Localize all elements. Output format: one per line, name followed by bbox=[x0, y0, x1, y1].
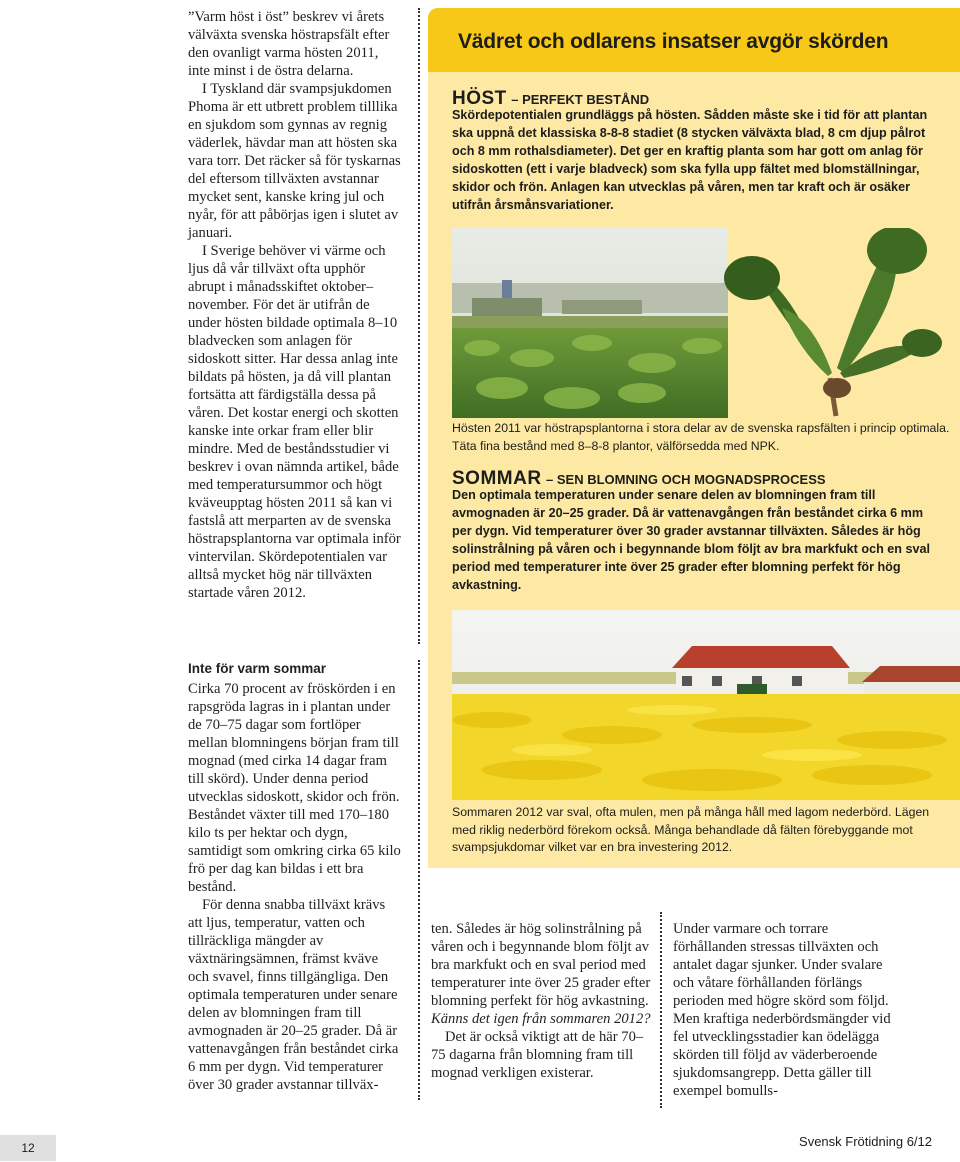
info-panel bbox=[428, 8, 960, 868]
caption-summer: Sommaren 2012 var sval, ofta mulen, men på många håll med lagom nederbörd. Lägen med riklig nederbörd förekom också. Många behandlade då fälten förebyggande mot svampsjukdomar vilket var en bra investering 2012. bbox=[452, 805, 930, 854]
summer-field-illustration bbox=[452, 610, 960, 800]
section-subhead: Inte för varm sommar bbox=[188, 661, 327, 676]
panel-title: Vädret och odlarens insatser avgör skörden bbox=[458, 30, 889, 53]
field-photo-autumn bbox=[452, 228, 960, 418]
sommar-heading-main: SOMMAR bbox=[452, 468, 542, 489]
paragraph-text: ten. Således är hög solinstrålning på våren och i begynnande blom följt av bra markfukt och en sval period med temperaturer inte över 25 grader efter blomning perfekt för hög avkastning. bbox=[431, 921, 651, 1009]
paragraph: I Sverige behöver vi värme och ljus då vår tillväxt ofta upphör abrupt i månadsskiftet oktober–november. För det är utifrån de under hösten bildade optimala 8–10 bladvecken som anlagen för sidoskott sitter. Har dessa anlag inte bildats på hösten, ja då vill plantan fortsätta att färdigställa dessa på våren. Det kostar energi och skotten kanske inte orkar fram eller blir mindre. Med de beståndsstudier vi beskrev i ovan nämnda artikel, både med temperatursummor och högt kväveupptag hösten 2011 så kan vi fastslå att merparten av de svenska höstrapsplantorna var optimala inför vintervilan. Skördepotentialen var alltså mycket hög när tillväxten startade våren 2012. bbox=[188, 243, 401, 601]
middle-column bbox=[431, 920, 653, 1082]
right-column bbox=[673, 920, 891, 1100]
host-text: Skördepotentialen grundläggs på hösten. Sådden måste ske i tid för att plantan ska uppnå det klassiska 8-8-8 stadiet (8 stycken välväxta blad, 8 cm djup pålrot och 8 mm rothalsdiameter). Det ger en kraftig planta som har gott om anlag för sidoskotten (ett i varje bladveck) som ska fylla upp fältet med blomställningar, skidor och frön. Anlagen kan utvecklas på våren, men tar kraft och är osäker utifrån årsmånsvariationer. bbox=[452, 108, 928, 212]
caption-autumn: Hösten 2011 var höstrapsplantorna i stora delar av de svenska rapsfälten i princip optimala. Täta fina bestånd med 8–8-8 plantor, välförsedda med NPK. bbox=[452, 421, 950, 453]
column-divider bbox=[418, 660, 420, 1100]
paragraph: Under varmare och torrare förhållanden stressas tillväxten och antalet dagar sjunker. Under svalare och våtare förhållanden förlängs perioden med högre skörd som följd. Men kraftiga nederbördsmängder vid fel utvecklingsstadier kan ödelägga skörden till följd av väderberoende sjukdomsangrepp. Detta gäller till exempel bomulls- bbox=[673, 921, 891, 1099]
column-divider bbox=[418, 8, 420, 644]
paragraph: Cirka 70 procent av fröskörden i en rapsgröda lagras in i plantan under de 70–75 dagar som fortlöper mellan blomningens början fram till mognad (med cirka 14 dagar fram till skörd). Under denna period utvecklas sidoskott, skidor och frön. Beståndet växter till med 170–180 kilo ts per hektar och dygn, samtidigt som omkring cirka 65 kilo frö per dag kan bildas i ett bra bestånd. bbox=[188, 681, 401, 895]
sommar-text: Den optimala temperaturen under senare delen av blomningen fram till avmognaden är 20–25 grader. Då är vattenavgången från beståndet cirka 6 mm per dygn. Vid temperaturer över 30 grader avstannar tillväxten. Således är hög solinstrålning på våren och i begynnande blom följt av bra markfukt och en sval period med temperaturer inte över 25 grader efter blomning perfekt för hög avkastning. bbox=[452, 488, 930, 592]
page-number: 12 bbox=[0, 1135, 56, 1161]
paragraph-italic: Känns det igen från sommaren 2012? bbox=[431, 1011, 651, 1027]
column-divider bbox=[660, 912, 662, 1108]
left-column-top bbox=[188, 8, 402, 602]
host-heading-sub: – PERFEKT BESTÅND bbox=[511, 92, 650, 107]
paragraph: För denna snabba tillväxt krävs att ljus, temperatur, vatten och tillräckliga mängder av växtnäringsämnen, främst kväve och svavel, finns tillgängliga. Den optimala temperaturen under senare delen av blomningen fram till avmognaden är 20–25 grader. Då är vattenavgången från beståndet cirka 6 mm per dygn. Vid temperaturer över 30 grader avstannar tillväx- bbox=[188, 897, 399, 1093]
paragraph bbox=[431, 920, 653, 1028]
panel-header bbox=[428, 8, 960, 72]
field-photo-summer bbox=[452, 610, 960, 800]
paragraph: ”Varm höst i öst” beskrev vi årets välväxta svenska höstrapsfält efter den ovanligt varma hösten 2011, inte minst i de östra delarna. bbox=[188, 9, 390, 79]
magazine-name: Svensk Frötidning 6/12 bbox=[799, 1134, 932, 1149]
paragraph: Det är också viktigt att de här 70–75 dagarna från blomning fram till mognad verkligen existerar. bbox=[431, 1029, 644, 1081]
sommar-heading-sub: – SEN BLOMNING OCH MOGNADSPROCESS bbox=[546, 472, 826, 487]
host-heading-main: HÖST bbox=[452, 88, 507, 109]
left-column-bottom bbox=[188, 660, 402, 1094]
autumn-field-illustration bbox=[452, 228, 960, 418]
paragraph: I Tyskland där svampsjukdomen Phoma är ett utbrett problem tilllika en sjukdom som gynnas av regnig väderlek, hävdar man att hösten ska vara torr. Det räcker så för tyskarnas del eftersom tillväxten avstannar mycket sent, kanske kring jul och nyår, för att påbörjas igen i slutet av januari. bbox=[188, 81, 401, 241]
